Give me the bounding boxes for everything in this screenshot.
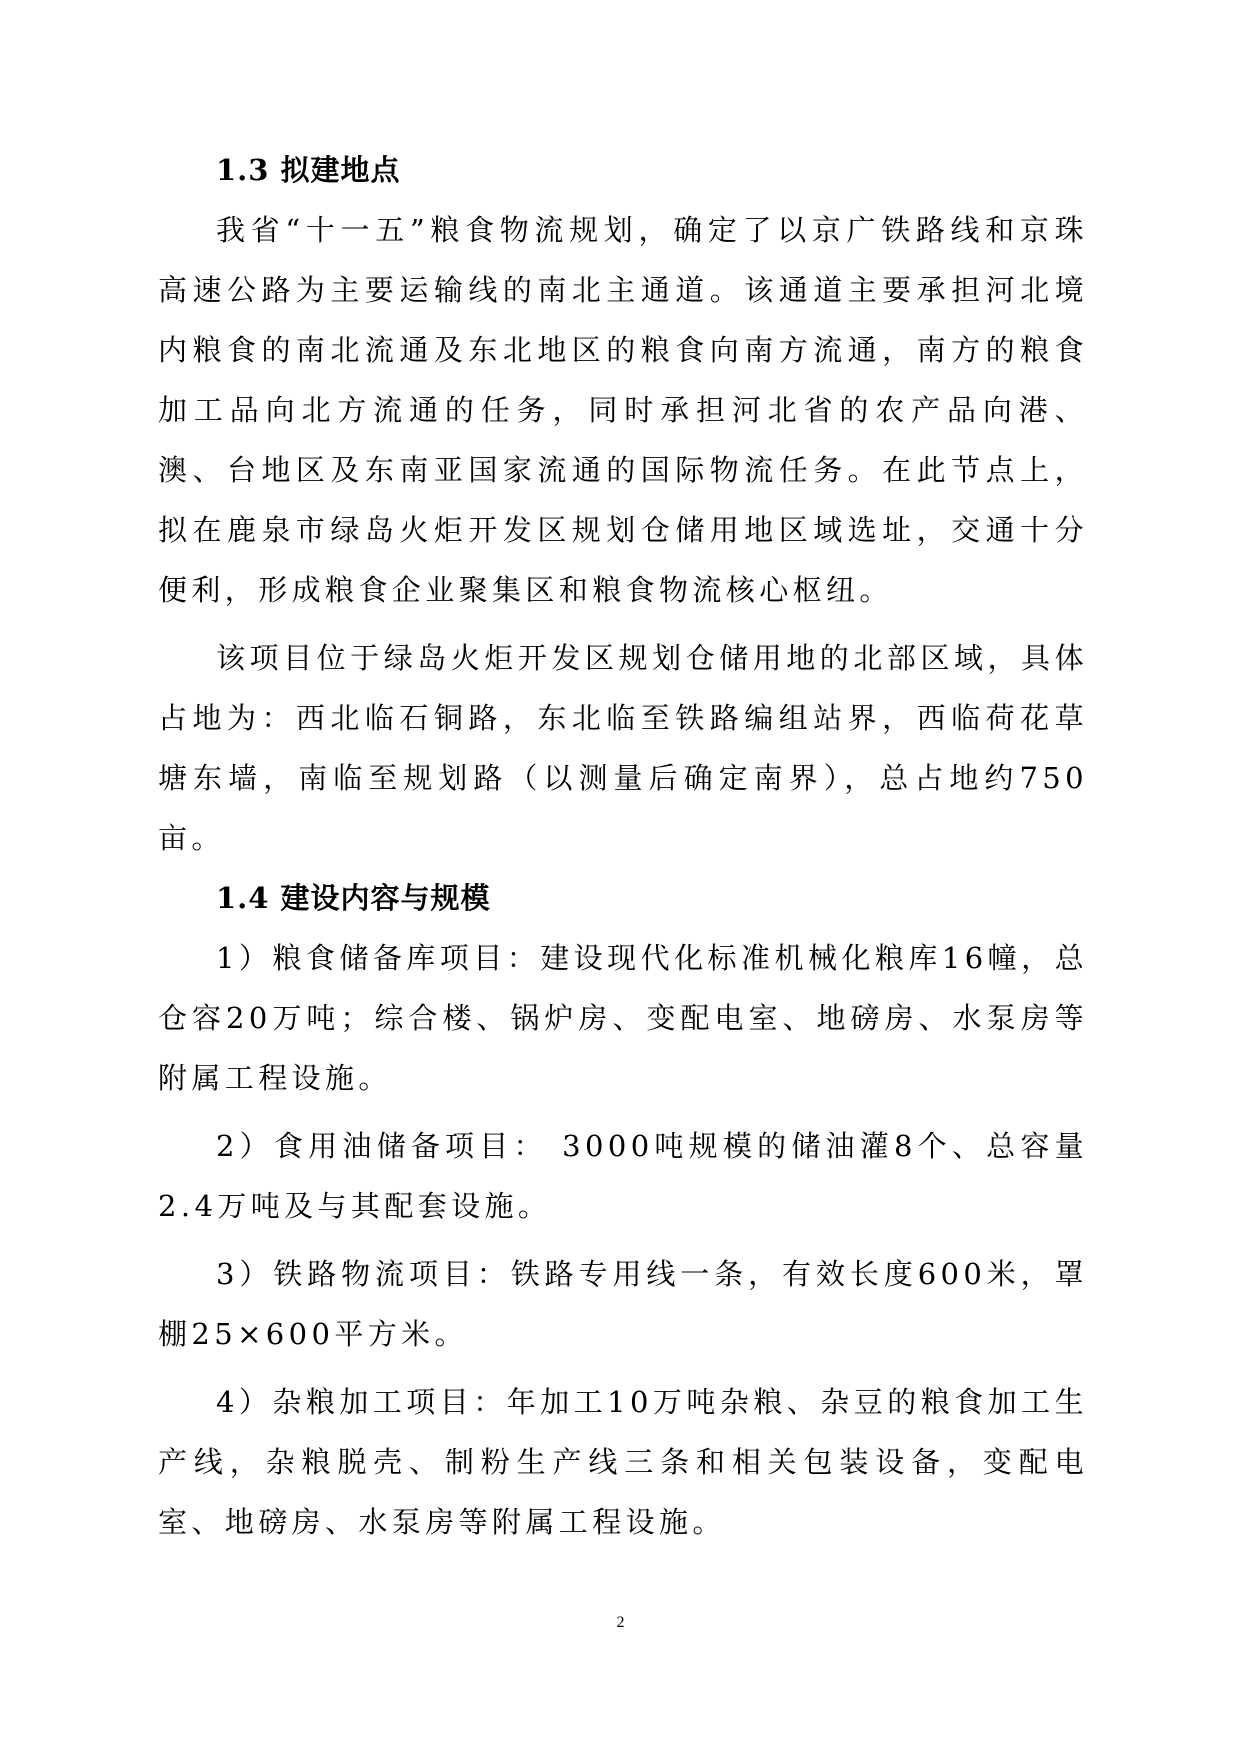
list-item-edible-oil: 2）食用油储备项目： 3000吨规模的储油灌8个、总容量2.4万吨及与其配套设施。 xyxy=(158,1129,1088,1223)
paragraph-location-1: 我省“十一五”粮食物流规划，确定了以京广铁路线和京珠高速公路为主要运输线的南北主通道。该通道主要承担河北境内粮食的南北流通及东北地区的粮食向南方流通，南方的粮食加工品向北方流通的任务，同时承担河北省的农产品向港、澳、台地区及东南亚国家流通的国际物流任务。在此节点上，拟在鹿泉市绿岛火炬开发区规划仓储用地区域选址，交通十分便利，形成粮食企业聚集区和粮食物流核心枢纽。 xyxy=(158,213,1088,607)
section-heading-1-3: 1.3 拟建地点 xyxy=(216,153,401,187)
section-heading-1-4: 1.4 建设内容与规模 xyxy=(216,881,491,915)
page-content xyxy=(158,140,1088,1552)
page-number: 2 xyxy=(616,1614,625,1631)
list-item-grain-processing: 4）杂粮加工项目：年加工10万吨杂粮、杂豆的粮食加工生产线，杂粮脱壳、制粉生产线三条和相关包装设备，变配电室、地磅房、水泵房等附属工程设施。 xyxy=(158,1385,1088,1539)
list-item-grain-reserve: 1）粮食储备库项目：建设现代化标准机械化粮库16幢，总仓容20万吨；综合楼、锅炉房、变配电室、地磅房、水泵房等附属工程设施。 xyxy=(158,941,1088,1095)
list-item-railway-logistics: 3）铁路物流项目：铁路专用线一条，有效长度600米，罩棚25×600平方米。 xyxy=(158,1257,1088,1351)
paragraph-location-2: 该项目位于绿岛火炬开发区规划仓储用地的北部区域，具体占地为：西北临石铜路，东北临至铁路编组站界，西临荷花草塘东墙，南临至规划路（以测量后确定南界），总占地约750亩。 xyxy=(158,641,1088,855)
